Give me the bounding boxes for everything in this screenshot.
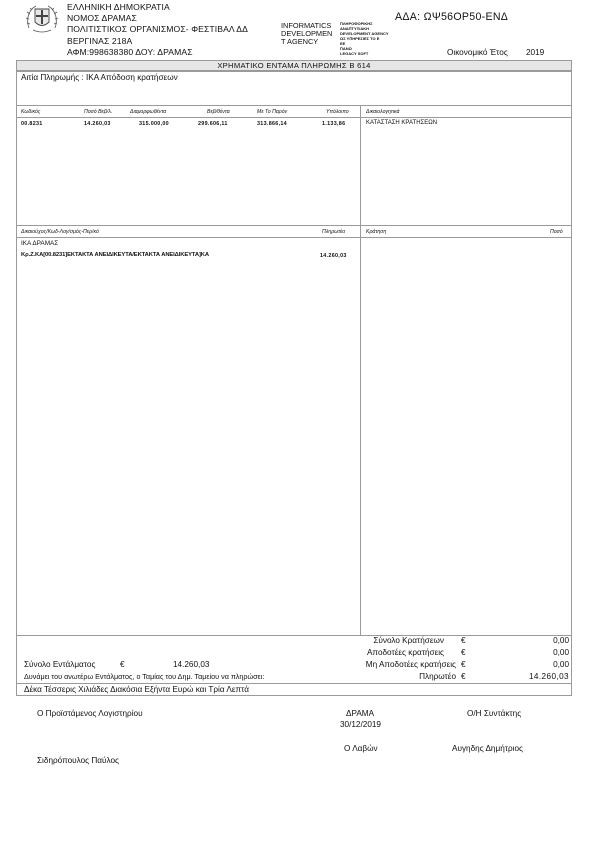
payable-label: Πληρωτέο [419, 672, 456, 681]
col-code: Κωδικός [21, 109, 41, 115]
document-frame [16, 71, 572, 696]
total-value: 14.260,03 [173, 660, 210, 669]
vendor-line-1: INFORMATICS [281, 21, 332, 30]
row-committed: 14.260,03 [84, 121, 111, 127]
col-committed: Ποσό Βεβ/λ. [84, 109, 113, 115]
signature-place: ΔΡΑΜΑ [346, 709, 375, 718]
payable-amount: 14.260,03 [320, 253, 347, 259]
vendor-fine-2: ΑΝΑΠΤΥΞΙΑΚΗ [340, 26, 370, 31]
row-current: 313.866,14 [257, 121, 287, 127]
totals-bottom-rule [16, 683, 572, 684]
vendor-fine-6: ΠΑΝΩ [340, 46, 352, 51]
col-payable: Πληρωτέο [322, 229, 346, 235]
org-organisation: ΠΟΛΙΤΙΣΤΙΚΟΣ ΟΡΓΑΝΙΣΜΟΣ- ΦΕΣΤΙΒΑΛ ΔΔ [67, 24, 248, 34]
lower-table-top-rule [16, 225, 572, 226]
vendor-fine-5: ΕΕ [340, 41, 346, 46]
paid-retentions-currency: € [461, 648, 466, 657]
upper-table-top-rule [16, 105, 572, 106]
ada-code: ΑΔΑ: ΩΨ56ΟΡ50-ΕΝΔ [395, 11, 509, 23]
drafter-title: Ο/Η Συντάκτης [467, 709, 522, 718]
unpaid-retentions-currency: € [461, 660, 466, 669]
accounting-head-name: Σιδηρόπουλος Παύλος [37, 756, 119, 765]
payment-cause: Αιτία Πληρωμής : ΙΚΑ Απόδοση κρατήσεων [21, 73, 178, 82]
retentions-value: 0,00 [553, 636, 569, 645]
account-line: Κρ.Ζ.ΚΑ[00.8231]ΕΚΤΑΚΤΑ ΑΝΕΙΔΙΚΕΥΤΑ/ΕΚΤΑΚΤΑ ΑΝΕΙΔΙΚΕΥΤΑ]ΚΑ [21, 252, 209, 258]
org-name: ΕΛΛΗΝΙΚΗ ΔΗΜΟΚΡΑΤΙΑ [67, 2, 170, 12]
total-label: Σύνολο Εντάλματος [24, 660, 96, 669]
vendor-line-3: T AGENCY [281, 37, 319, 46]
col-beneficiary: Δικαιούχος/Κωδ-Λογ/σμός-Περ/κό [21, 229, 99, 235]
vendor-fine-3: DEVELOPMENT AGENCY [340, 31, 389, 36]
col-retention: Κράτηση [366, 229, 387, 235]
payment-instruction: Δυνάμει του ανωτέρω Εντάλματος, ο Ταμίας του Δημ. Ταμείου να πληρώσει: [24, 672, 265, 681]
vendor-fine-4: ΩΣ ΥΠΗΡΕΣΙΕΣ ΤΟ Ε [340, 36, 380, 41]
org-address: ΒΕΡΓΙΝΑΣ 218Α [67, 36, 133, 46]
row-certified: 299.606,11 [198, 121, 228, 127]
col-amount: Ποσό [550, 229, 563, 235]
greek-emblem-icon [24, 2, 60, 36]
retentions-currency: € [461, 636, 466, 645]
payable-currency: € [461, 672, 466, 681]
vendor-fine-1: ΠΛΗΡΟΦΟΡΙΚΗΣ [340, 21, 373, 26]
document-title: ΧΡΗΜΑΤΙΚΟ ΕΝΤΑΜΑ ΠΛΗΡΩΜΗΣ Β 614 [217, 61, 371, 70]
unpaid-retentions-label: Μη Αποδοτέες κρατήσεις [365, 660, 456, 669]
row-documents: ΚΑΤΑΣΤΑΣΗ ΚΡΑΤΗΣΕΩΝ [366, 120, 438, 126]
paid-retentions-label: Αποδοτέες κρατήσεις [366, 648, 444, 657]
row-formed: 315.000,00 [139, 121, 169, 127]
unpaid-retentions-value: 0,00 [553, 660, 569, 669]
col-certified: Βεβ/θέντα [207, 109, 230, 115]
lower-table-divider [360, 225, 361, 635]
col-documents: Δικαιολογητικά [366, 109, 400, 115]
total-currency: € [120, 660, 125, 669]
amount-in-words: Δέκα Τέσσερις Χιλιάδες Διακόσια Εξήντα Ευρώ και Τρία Λεπτά [24, 685, 250, 694]
paid-retentions-value: 0,00 [553, 648, 569, 657]
vendor-fine-7: LEGACY SOFT [340, 51, 369, 56]
drafter-name: Αυγηδης Δημήτριος [452, 744, 523, 753]
row-balance: 1.133,86 [322, 121, 346, 127]
fiscal-year: 2019 [526, 48, 545, 57]
col-formed: Διαμορφωθέντα [130, 109, 167, 115]
totals-top-rule [16, 635, 572, 636]
org-prefecture: ΝΟΜΟΣ ΔΡΑΜΑΣ [67, 13, 137, 23]
col-current: Με Το Παρόν [257, 109, 288, 115]
row-code: 00.8231 [21, 121, 43, 127]
upper-table-header-rule [16, 117, 572, 118]
receiver-title: Ο Λαβών [344, 744, 378, 753]
vendor-line-2: DEVELOPMEN [281, 29, 333, 38]
payable-total-value: 14.260,03 [528, 672, 569, 681]
accounting-head-title: Ο Προϊστάμενος Λογιστηρίου [37, 709, 143, 718]
lower-table-header-rule [16, 237, 572, 238]
beneficiary-name: ΙΚΑ ΔΡΑΜΑΣ [21, 240, 59, 247]
retentions-label: Σύνολο Κρατήσεων [373, 636, 444, 645]
signature-date: 30/12/2019 [340, 720, 381, 729]
upper-table-divider [360, 105, 361, 225]
col-balance: Υπόλοιπο [326, 109, 349, 115]
org-tax-id: ΑΦΜ:998638380 ΔΟΥ: ΔΡΑΜΑΣ [67, 47, 193, 57]
fiscal-year-label: Οικονομικό Έτος [447, 48, 508, 57]
